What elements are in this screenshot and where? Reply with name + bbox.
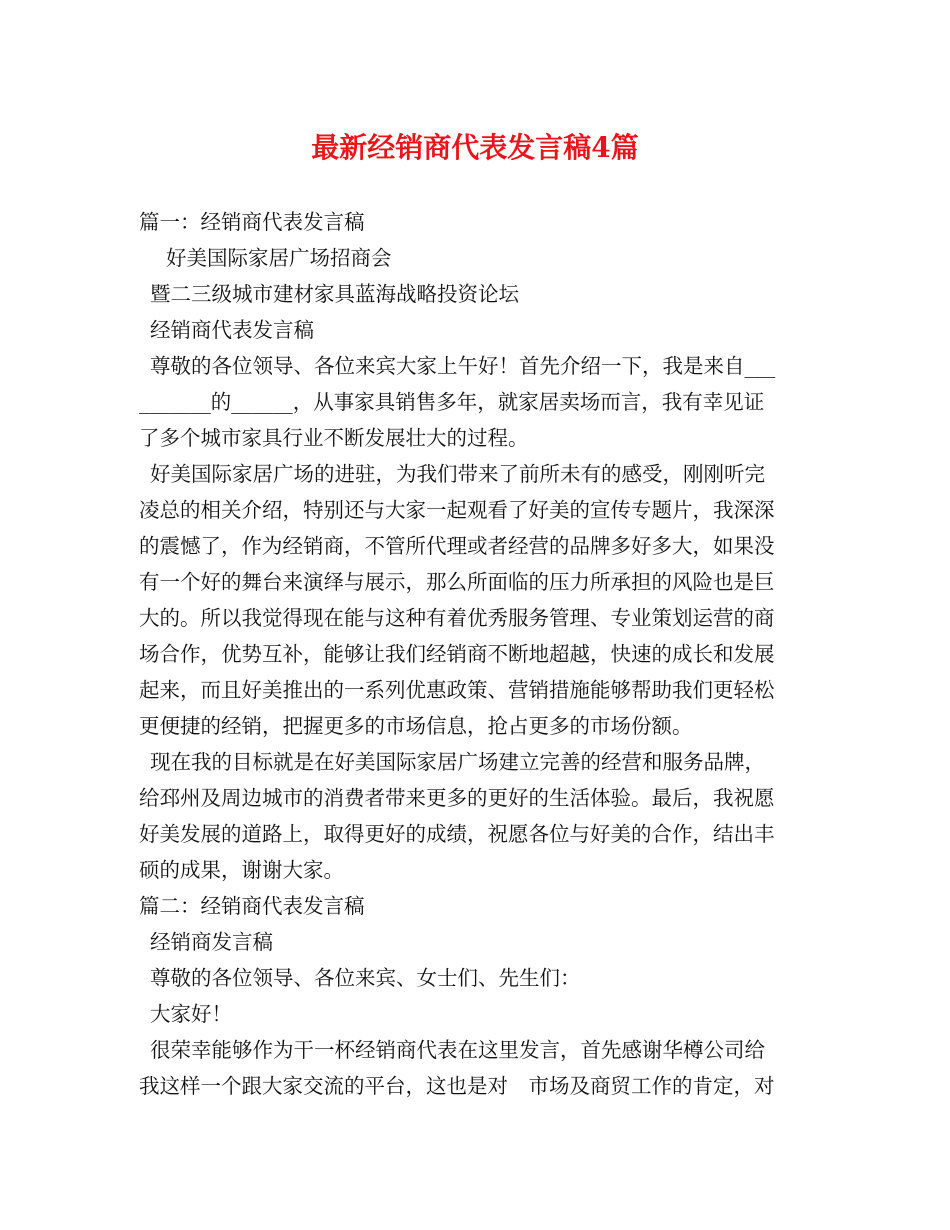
text-line: 很荣幸能够作为干一杯经销商代表在这里发言，首先感谢华樽公司给 [150, 1038, 765, 1062]
text-line: 硕的成果，谢谢大家。 [139, 858, 344, 882]
text-line: 暨二三级城市建材家具蓝海战略投资论坛 [150, 282, 519, 306]
text-line: 好美发展的道路上，取得更好的成绩，祝愿各位与好美的合作，结出丰 [139, 822, 775, 846]
text-line: 大的。所以我觉得现在能与这种有着优秀服务管理、专业策划运营的商 [139, 606, 775, 630]
text-line: 尊敬的各位领导、各位来宾、女士们、先生们： [150, 966, 581, 990]
text-line: 篇二：经销商代表发言稿 [139, 894, 365, 918]
text-line: 好美国际家居广场招商会 [166, 246, 392, 270]
text-line: 尊敬的各位领导、各位来宾大家上午好！首先介绍一下，我是来自___ [150, 354, 776, 378]
text-line: 我这样一个跟大家交流的平台，这也是对 市场及商贸工作的肯定，对 [139, 1074, 775, 1098]
text-line: 的震憾了，作为经销商，不管所代理或者经营的品牌多好多大，如果没 [139, 534, 775, 558]
document-title: 最新经销商代表发言稿4篇 [311, 131, 639, 164]
text-line: 经销商代表发言稿 [150, 318, 314, 342]
text-line: 篇一：经销商代表发言稿 [139, 210, 365, 234]
text-line: 更便捷的经销，把握更多的市场信息，抢占更多的市场份额。 [139, 714, 693, 738]
text-line: 了多个城市家具行业不断发展壮大的过程。 [139, 426, 529, 450]
text-line: 大家好！ [150, 1002, 232, 1026]
text-line: _______的______，从事家具销售多年，就家居卖场而言，我有幸见证 [139, 390, 765, 414]
text-line: 经销商发言稿 [150, 930, 273, 954]
text-line: 现在我的目标就是在好美国际家居广场建立完善的经营和服务品牌， [150, 750, 765, 774]
text-line: 凌总的相关介绍，特别还与大家一起观看了好美的宣传专题片，我深深 [139, 498, 775, 522]
text-line: 场合作，优势互补，能够让我们经销商不断地超越，快速的成长和发展 [139, 642, 775, 666]
text-line: 起来，而且好美推出的一系列优惠政策、营销措施能够帮助我们更轻松 [139, 678, 775, 702]
text-line: 有一个好的舞台来演绎与展示，那么所面临的压力所承担的风险也是巨 [139, 570, 775, 594]
document-body [139, 204, 814, 1104]
text-line: 好美国际家居广场的进驻，为我们带来了前所未有的感受，刚刚听完 [150, 462, 765, 486]
text-line: 给邳州及周边城市的消费者带来更多的更好的生活体验。最后，我祝愿 [139, 786, 775, 810]
